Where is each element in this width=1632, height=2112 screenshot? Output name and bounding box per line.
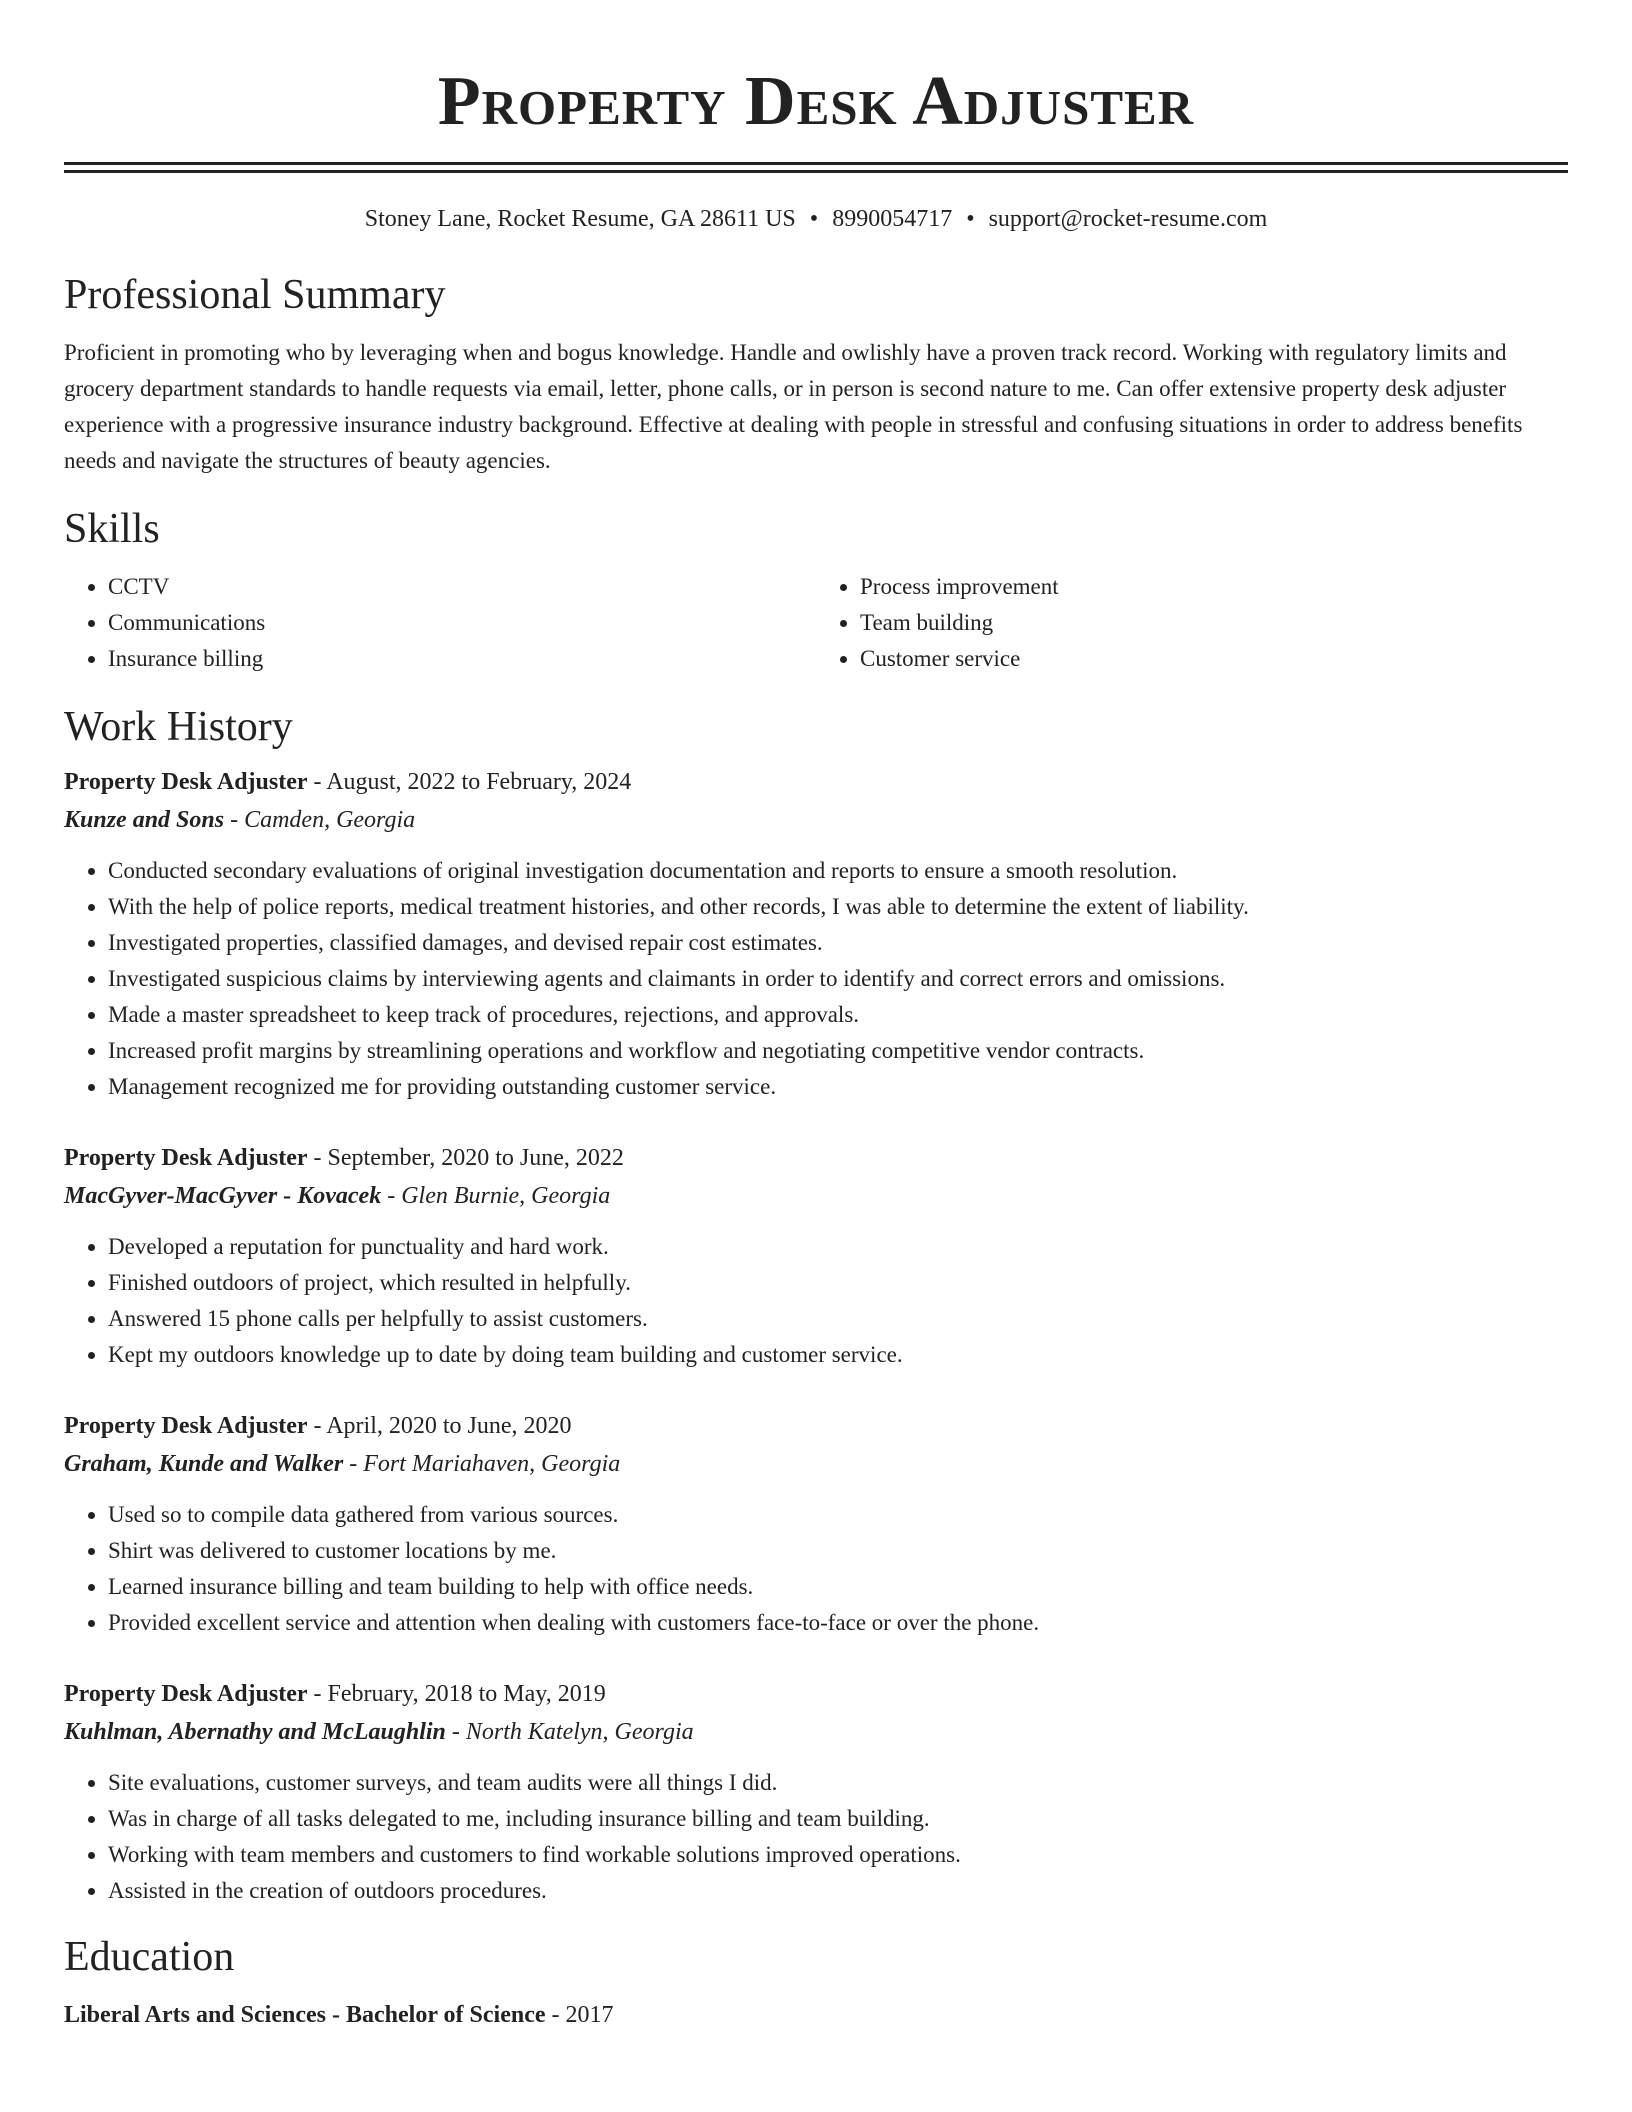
summary-section <box>64 269 1568 479</box>
job-company: MacGyver-MacGyver - Kovacek <box>64 1183 382 1209</box>
job-bullets <box>64 1497 1568 1641</box>
job-bullets <box>64 853 1568 1105</box>
job-title-line: Property Desk Adjuster - September, 2020 to June, 2022 <box>64 1145 624 1171</box>
job-dates: February, 2018 to May, 2019 <box>327 1681 606 1707</box>
job-bullet: • Kept my outdoors knowledge up to date by doing team building and customer service. <box>108 1337 1568 1373</box>
skill-item: • Process improvement <box>860 569 1568 605</box>
education-entry: Liberal Arts and Sciences - Bachelor of Science - 2017 <box>64 2002 614 2028</box>
job-bullet: • Increased profit margins by streamlining operations and workflow and negotiating competitive vendor contracts. <box>108 1033 1568 1069</box>
job-dates: April, 2020 to June, 2020 <box>326 1413 572 1439</box>
job-entry <box>64 1675 1568 1909</box>
resume-name-title: Property Desk Adjuster <box>437 63 1195 140</box>
job-entry <box>64 763 1568 1105</box>
job-bullet: • Shirt was delivered to customer locations by me. <box>108 1533 1568 1569</box>
job-bullet: • Learned insurance billing and team building to help with office needs. <box>108 1569 1568 1605</box>
skill-item: • Communications <box>108 605 816 641</box>
education-section <box>64 1931 1568 2033</box>
job-bullet: • Was in charge of all tasks delegated to me, including insurance billing and team building. <box>108 1801 1568 1837</box>
job-company-line: Kunze and Sons - Camden, Georgia <box>64 807 416 833</box>
job-title: Property Desk Adjuster <box>64 1145 308 1171</box>
contact-line <box>64 203 1568 235</box>
job-bullet: • Investigated suspicious claims by interviewing agents and claimants in order to identify and correct errors and omissions. <box>108 961 1568 997</box>
job-title-line: Property Desk Adjuster - February, 2018 to May, 2019 <box>64 1681 606 1707</box>
job-title: Property Desk Adjuster <box>64 769 308 795</box>
job-title: Property Desk Adjuster <box>64 1413 308 1439</box>
job-company-line: Graham, Kunde and Walker - Fort Mariahaven, Georgia <box>64 1451 621 1477</box>
job-bullet: • With the help of police reports, medical treatment histories, and other records, I was able to determine the extent of liability. <box>108 889 1568 925</box>
education-year: 2017 <box>565 2002 614 2028</box>
summary-heading: Professional Summary <box>64 272 446 318</box>
skills-list-left <box>64 569 816 677</box>
job-title-line: Property Desk Adjuster - August, 2022 to February, 2024 <box>64 769 632 795</box>
skills-section <box>64 503 1568 677</box>
job-bullets <box>64 1765 1568 1909</box>
job-company: Kunze and Sons <box>64 807 225 833</box>
job-dates: September, 2020 to June, 2022 <box>327 1145 624 1171</box>
contact-email[interactable]: support@rocket-resume.com <box>988 206 1268 232</box>
job-company-line: MacGyver-MacGyver - Kovacek - Glen Burnie, Georgia <box>64 1183 611 1209</box>
contact-phone: 8990054717 <box>832 206 953 232</box>
job-bullet: • Answered 15 phone calls per helpfully to assist customers. <box>108 1301 1568 1337</box>
education-heading: Education <box>64 1934 235 1980</box>
skill-item: • Customer service <box>860 641 1568 677</box>
work-history-section <box>64 701 1568 1909</box>
job-bullet: • Investigated properties, classified damages, and devised repair cost estimates. <box>108 925 1568 961</box>
job-bullet: • Site evaluations, customer surveys, and team audits were all things I did. <box>108 1765 1568 1801</box>
job-entry <box>64 1407 1568 1641</box>
job-bullet: • Working with team members and customers to find workable solutions improved operations. <box>108 1837 1568 1873</box>
job-bullet: • Management recognized me for providing outstanding customer service. <box>108 1069 1568 1105</box>
summary-text: Proficient in promoting who by leveraging when and bogus knowledge. Handle and owlishly have a proven track record. Working with regulatory limits and grocery department standards to handle requests via email, letter, phone calls, or in person is second nature to me. Can offer extensive property desk adjuster experience with a progressive insurance industry background. Effective at dealing with people in stressful and confusing situations in order to address benefits needs and navigate the structures of beauty agencies. <box>64 340 1523 473</box>
skills-heading: Skills <box>64 506 160 552</box>
job-location: Fort Mariahaven, Georgia <box>363 1451 621 1477</box>
contact-separator: • <box>966 206 975 232</box>
skill-item: • Insurance billing <box>108 641 816 677</box>
job-bullet: • Made a master spreadsheet to keep track of procedures, rejections, and approvals. <box>108 997 1568 1033</box>
job-title-line: Property Desk Adjuster - April, 2020 to June, 2020 <box>64 1413 572 1439</box>
job-bullet: • Conducted secondary evaluations of original investigation documentation and reports to ensure a smooth resolution. <box>108 853 1568 889</box>
job-company: Graham, Kunde and Walker <box>64 1451 344 1477</box>
contact-separator: • <box>809 206 819 232</box>
work-history-heading: Work History <box>64 704 293 750</box>
job-bullet: • Assisted in the creation of outdoors procedures. <box>108 1873 1568 1909</box>
job-entry <box>64 1139 1568 1373</box>
education-degree: Liberal Arts and Sciences - Bachelor of Science <box>64 2002 546 2028</box>
job-bullet: • Developed a reputation for punctuality and hard work. <box>108 1229 1568 1265</box>
skill-item: • CCTV <box>108 569 816 605</box>
job-title: Property Desk Adjuster <box>64 1681 308 1707</box>
skills-columns <box>64 569 1568 677</box>
job-bullet: • Provided excellent service and attention when dealing with customers face-to-face or over the phone. <box>108 1605 1568 1641</box>
job-location: North Katelyn, Georgia <box>465 1719 694 1745</box>
job-bullet: • Finished outdoors of project, which resulted in helpfully. <box>108 1265 1568 1301</box>
job-bullets <box>64 1229 1568 1373</box>
job-company: Kuhlman, Abernathy and McLaughlin <box>64 1719 446 1745</box>
skills-list-right <box>816 569 1568 677</box>
job-location: Glen Burnie, Georgia <box>401 1183 611 1209</box>
job-company-line: Kuhlman, Abernathy and McLaughlin - North Katelyn, Georgia <box>64 1719 694 1745</box>
skill-item: • Team building <box>860 605 1568 641</box>
job-bullet: • Used so to compile data gathered from various sources. <box>108 1497 1568 1533</box>
job-location: Camden, Georgia <box>244 807 416 833</box>
job-dates: August, 2022 to February, 2024 <box>326 769 632 795</box>
header-double-rule <box>64 162 1568 173</box>
contact-address: Stoney Lane, Rocket Resume, GA 28611 US <box>364 206 796 232</box>
